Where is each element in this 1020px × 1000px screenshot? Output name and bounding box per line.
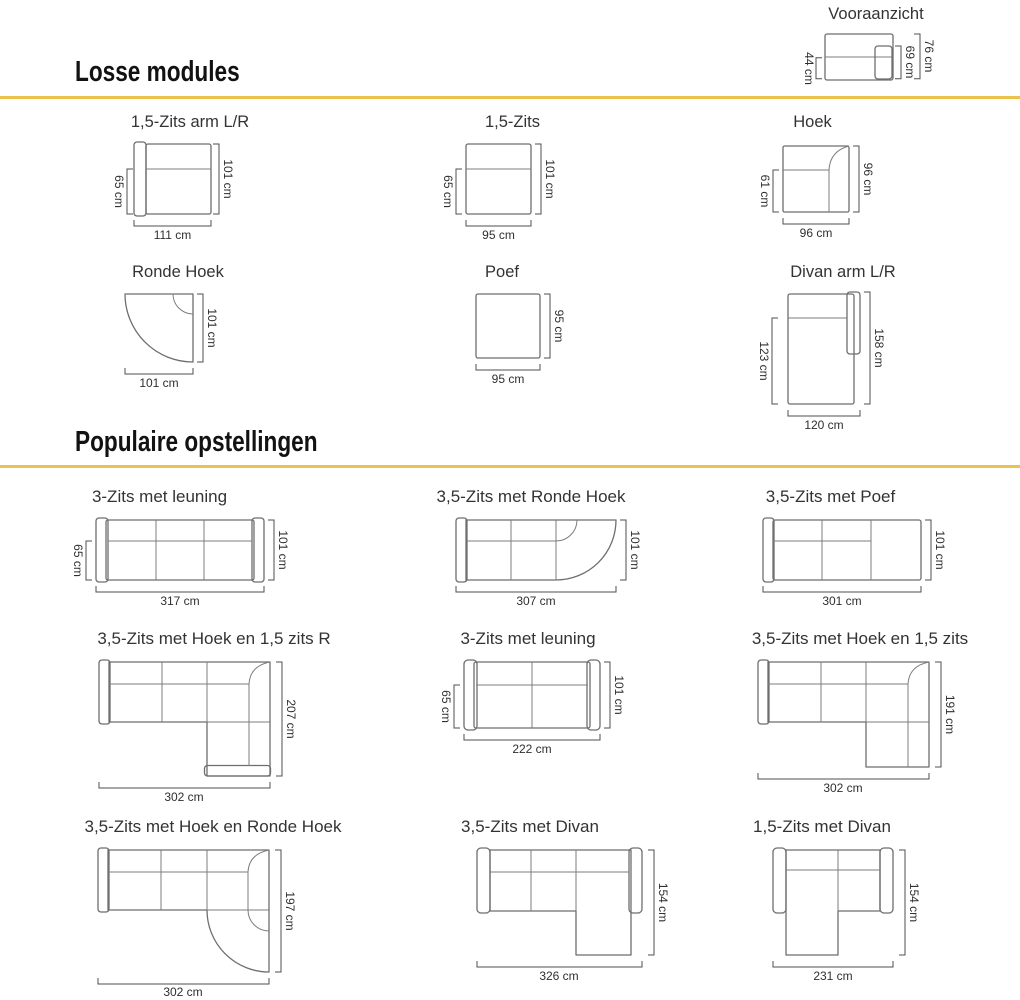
dim-arm-height: 69 cm <box>903 45 917 79</box>
config-3zits-leuning-317 <box>52 486 290 617</box>
dim-left: 65 cm <box>439 690 453 723</box>
config-3zits-leuning-222 <box>424 628 632 769</box>
dim-bottom: 120 cm <box>804 418 844 432</box>
config-diagram <box>461 842 711 987</box>
dim-left: 123 cm <box>757 341 771 381</box>
module-divan-arm <box>748 262 938 448</box>
config-35zits-hoek-15zits-r <box>58 628 370 806</box>
dimensions <box>99 662 298 804</box>
dim-right: 101 cm <box>933 530 947 570</box>
dim-total-height: 76 cm <box>922 39 936 73</box>
sofa-outline <box>134 142 211 216</box>
dimensions <box>763 520 947 608</box>
sofa-outline <box>466 144 531 214</box>
dim-right: 197 cm <box>283 891 297 931</box>
dim-left: 65 cm <box>112 175 126 208</box>
sofa-outline <box>99 660 271 776</box>
dim-bottom: 96 cm <box>799 226 833 240</box>
config-title: 1,5-Zits met Divan <box>753 817 891 836</box>
config-title: 3,5-Zits met Hoek en Ronde Hoek <box>84 817 342 836</box>
module-diagram <box>112 138 265 243</box>
config-diagram <box>727 512 967 617</box>
module-title: Poef <box>485 263 519 281</box>
front-view-title: Vooraanzicht <box>828 5 924 23</box>
config-title: 3,5-Zits met Hoek en 1,5 zits <box>751 629 969 648</box>
module-diagram <box>452 288 592 388</box>
dim-right: 101 cm <box>542 159 557 199</box>
dimensions <box>757 292 886 432</box>
config-title: 3,5-Zits met Ronde Hoek <box>436 487 626 506</box>
dim-right: 191 cm <box>943 694 957 735</box>
dim-left: 61 cm <box>758 174 772 208</box>
sofa-outline <box>98 848 269 972</box>
config-15zits-divan <box>712 816 932 987</box>
sofa-outline <box>477 848 642 955</box>
dim-bottom: 307 cm <box>516 594 556 608</box>
module-title: Hoek <box>793 113 832 131</box>
dimensions <box>112 144 235 242</box>
sofa-outline <box>763 518 921 582</box>
dimensions <box>758 146 875 240</box>
module-15-zits-arm <box>80 112 300 243</box>
front-view-block <box>778 4 974 118</box>
dim-right: 158 cm <box>872 328 886 368</box>
config-35zits-ronde-hoek <box>420 486 642 617</box>
module-diagram <box>438 138 588 243</box>
module-title: Divan arm L/R <box>790 263 896 281</box>
dim-bottom: 326 cm <box>539 969 579 983</box>
dim-right: 154 cm <box>656 882 670 923</box>
sofa-outline <box>125 294 193 362</box>
dim-bottom: 302 cm <box>163 985 203 999</box>
module-diagram <box>758 138 908 243</box>
module-diagram <box>103 288 253 393</box>
dim-right: 101 cm <box>276 530 290 570</box>
config-diagram <box>78 842 348 1000</box>
sofa-outline <box>96 518 264 582</box>
sofa-outline <box>456 518 616 582</box>
section-heading-configs: Populaire opstellingen <box>75 426 318 458</box>
sofa-outline <box>783 146 849 212</box>
front-view-diagram <box>783 30 1013 118</box>
sofa-outline <box>464 660 600 730</box>
dim-right: 101 cm <box>612 675 626 715</box>
dim-bottom: 222 cm <box>512 742 552 756</box>
module-title: 1,5-Zits <box>484 113 540 131</box>
accent-divider <box>0 96 1020 99</box>
dim-right: 101 cm <box>205 308 219 348</box>
module-title: 1,5-Zits arm L/R <box>130 113 250 131</box>
dim-right: 154 cm <box>907 882 921 923</box>
sofa-outline <box>758 660 929 767</box>
module-poef <box>422 262 582 388</box>
dim-bottom: 111 cm <box>153 228 192 242</box>
config-diagram <box>79 654 349 806</box>
sofa-outline <box>476 294 540 358</box>
dim-bottom: 95 cm <box>491 372 525 386</box>
config-35zits-hoek-15zits <box>738 628 982 799</box>
sofa-outline <box>788 292 860 404</box>
dim-bottom: 302 cm <box>164 790 204 804</box>
accent-divider <box>0 465 1020 468</box>
config-title: 3-Zits met leuning <box>460 629 596 648</box>
config-title: 3,5-Zits met Divan <box>461 817 599 836</box>
module-hoek <box>730 112 895 243</box>
config-diagram <box>424 654 644 769</box>
dim-left: 65 cm <box>440 175 455 208</box>
module-ronde-hoek <box>78 262 278 393</box>
dim-right: 207 cm <box>284 699 298 739</box>
dimensions <box>477 850 670 983</box>
dim-bottom: 301 cm <box>822 594 862 608</box>
dim-left: 65 cm <box>71 544 85 577</box>
sofa-outline <box>773 848 893 955</box>
dimensions <box>441 144 557 242</box>
dim-bottom: 101 cm <box>139 376 179 390</box>
config-title: 3,5-Zits met Hoek en 1,5 zits R <box>97 629 331 648</box>
sofa-front-outline <box>825 34 893 80</box>
config-diagram <box>420 512 660 617</box>
module-diagram <box>758 288 928 448</box>
dimensions <box>758 662 957 795</box>
section-heading-modules: Losse modules <box>75 56 240 88</box>
dim-bottom: 231 cm <box>813 969 853 983</box>
dim-bottom: 302 cm <box>823 781 863 795</box>
dimensions <box>71 520 290 608</box>
config-diagram <box>60 512 300 617</box>
module-15-zits <box>420 112 605 243</box>
module-title: Ronde Hoek <box>132 263 224 281</box>
dim-right: 101 cm <box>221 159 235 199</box>
dimensions <box>125 294 219 390</box>
dim-seat-height: 44 cm <box>802 52 816 85</box>
config-35zits-divan <box>424 816 670 987</box>
dimensions <box>476 294 566 386</box>
config-35zits-hoek-ronde-hoek <box>48 816 378 1000</box>
config-title: 3,5-Zits met Poef <box>765 487 896 506</box>
config-35zits-poef <box>723 486 947 617</box>
dim-bottom: 317 cm <box>160 594 200 608</box>
dim-right: 95 cm <box>552 309 566 343</box>
config-title: 3-Zits met leuning <box>91 487 228 506</box>
config-diagram <box>733 842 983 987</box>
dim-bottom: 95 cm <box>481 228 515 242</box>
dim-right: 96 cm <box>861 162 875 196</box>
dim-right: 101 cm <box>628 530 642 570</box>
front-view-dimensions <box>802 34 936 85</box>
config-diagram <box>738 654 1008 799</box>
